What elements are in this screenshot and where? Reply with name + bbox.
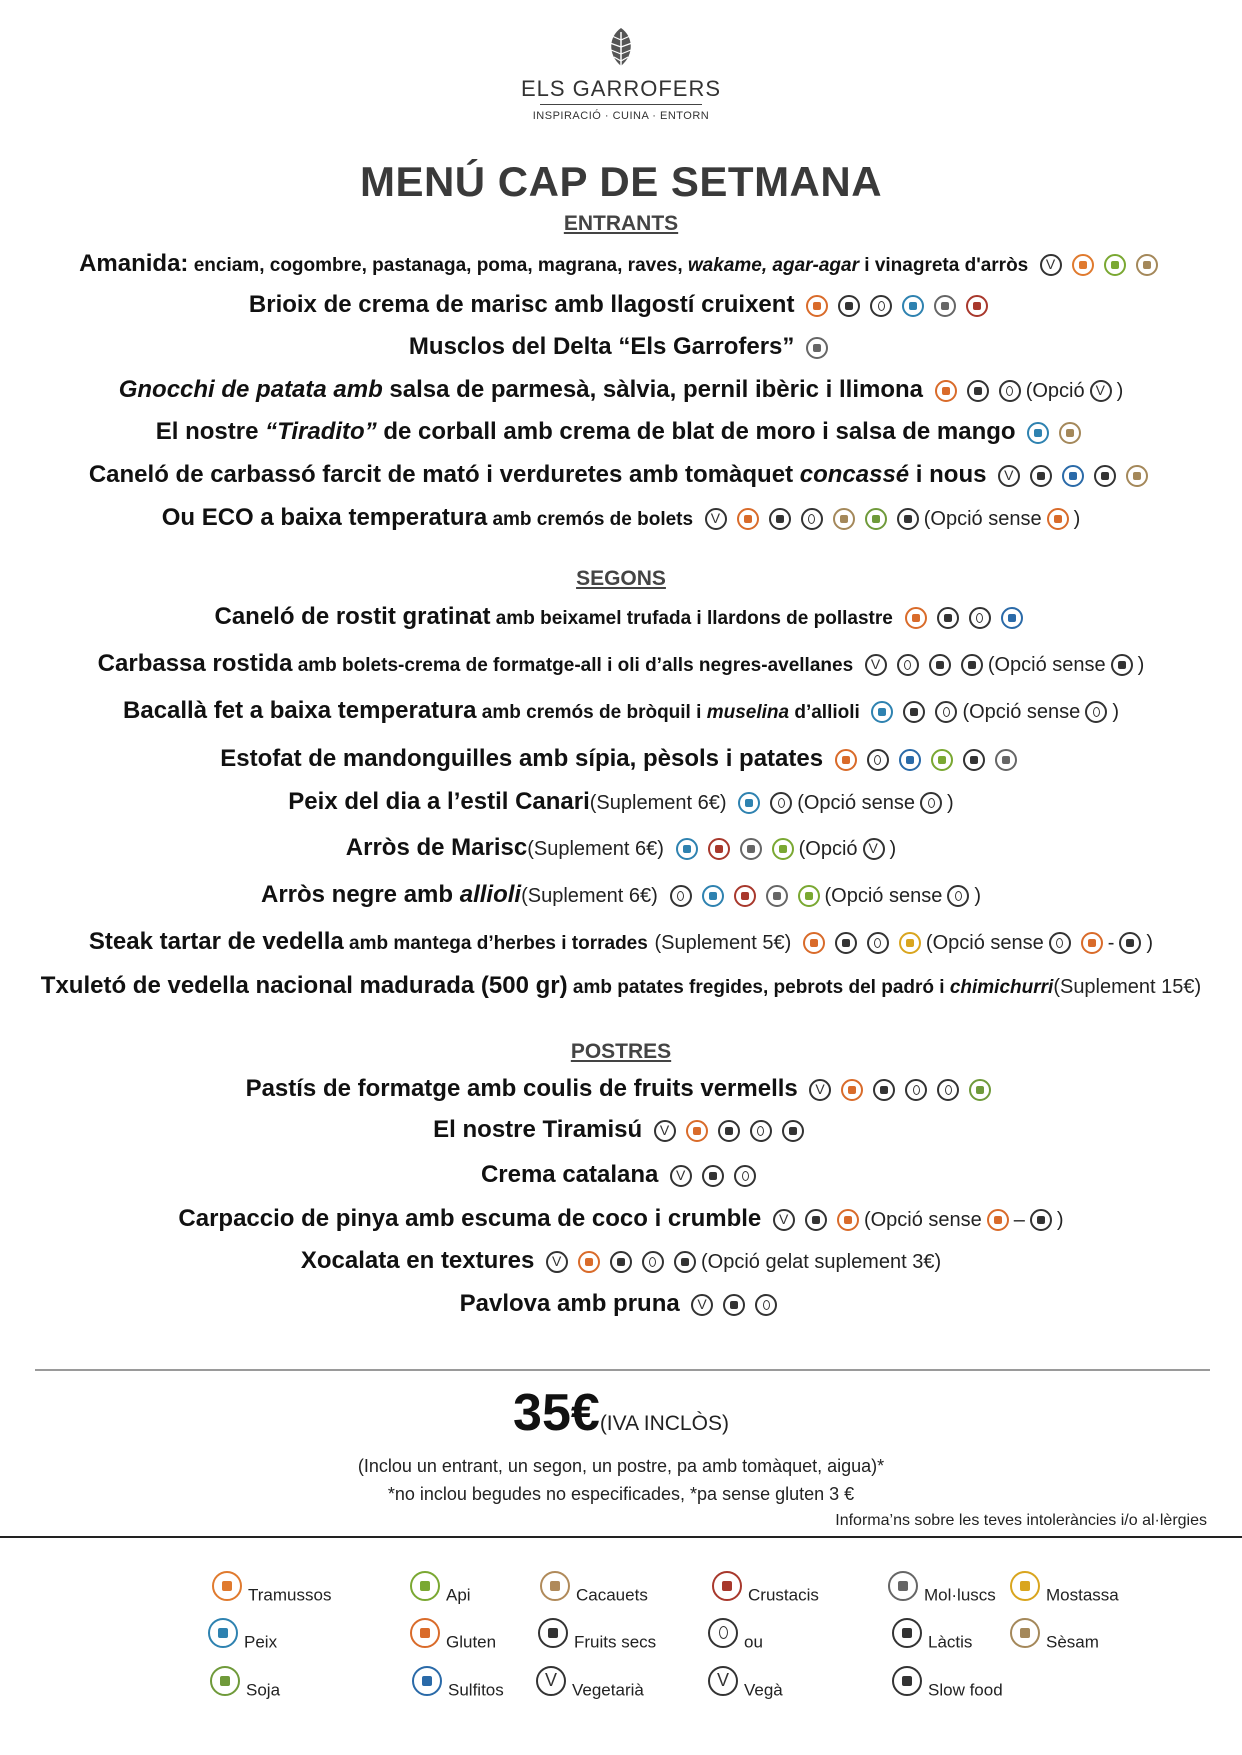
option-text: (Opció sense — [962, 701, 1081, 723]
option-text: (Opció sense — [925, 932, 1044, 954]
dish-name: Gnocchi de patata amb — [118, 376, 383, 403]
crustacis-icon — [734, 885, 756, 907]
gluten-icon — [987, 1209, 1009, 1231]
price — [0, 1383, 1242, 1443]
lactis-icon — [1119, 932, 1141, 954]
peix-icon — [208, 1618, 238, 1648]
price-excludes: *no inclou begudes no especificades, *pa sense gluten 3 € — [387, 1484, 855, 1504]
lactis-icon — [892, 1618, 922, 1648]
dish-name: Ou ECO a baixa temperatura — [161, 504, 488, 531]
ou-icon — [755, 1294, 777, 1316]
dish-desc: amb cremós de bròquil i — [476, 702, 707, 723]
dish-name: Xocalata en textures — [300, 1247, 535, 1274]
legend-label: Gluten — [446, 1632, 497, 1652]
option-text: ) — [1146, 932, 1154, 954]
api-icon — [931, 749, 953, 771]
section-postres: POSTRES — [570, 1040, 672, 1063]
dish-arros-negre — [0, 881, 1242, 909]
dish-steak-tartar — [0, 928, 1242, 956]
peix-icon — [676, 838, 698, 860]
dish-name: Txuletó de vedella nacional madurada (500 gr) — [40, 972, 568, 999]
option-text: ) — [974, 885, 982, 907]
dish-name: Amanida: — [79, 250, 189, 277]
lactis-icon — [718, 1120, 740, 1142]
dish-name: Musclos del Delta “Els Garrofers” — [408, 333, 795, 360]
dish-name: Estofat de mandonguilles amb sípia, pèsols i patates — [220, 745, 824, 772]
lactis-icon — [723, 1294, 745, 1316]
gluten-icon — [737, 508, 759, 530]
legend-label: Mol·luscs — [924, 1585, 996, 1605]
ou-icon — [947, 885, 969, 907]
molluscs-icon — [766, 885, 788, 907]
api-icon — [410, 1571, 440, 1601]
mostassa-icon — [899, 932, 921, 954]
vegetaria-icon — [809, 1079, 831, 1101]
dish-name: Steak tartar de vedella — [88, 928, 344, 955]
ou-icon — [905, 1079, 927, 1101]
section-segons: SEGONS — [576, 567, 666, 590]
dish-name: Carpaccio de pinya amb escuma de coco i crumble — [178, 1205, 762, 1232]
fruits-secs-icon — [674, 1251, 696, 1273]
vegetaria-icon — [1040, 254, 1062, 276]
peix-icon — [738, 792, 760, 814]
legend-item — [412, 1666, 504, 1700]
sesam-icon — [1059, 422, 1081, 444]
gluten-icon — [1081, 932, 1103, 954]
ou-icon — [937, 1079, 959, 1101]
gluten-icon — [803, 932, 825, 954]
dish-tiradito — [0, 418, 1242, 446]
dish-desc: i nous — [909, 461, 987, 488]
molluscs-icon — [806, 337, 828, 359]
fruits-secs-icon — [538, 1618, 568, 1648]
legend-item — [892, 1666, 1003, 1700]
lactis-icon — [610, 1251, 632, 1273]
supplement-text: (Suplement 15€) — [1053, 976, 1202, 998]
sesam-icon — [833, 508, 855, 530]
lactis-icon — [1030, 1209, 1052, 1231]
lactis-icon — [769, 508, 791, 530]
sulfitos-icon — [1001, 607, 1023, 629]
molluscs-icon — [995, 749, 1017, 771]
fruits-secs-icon — [961, 654, 983, 676]
lactis-icon — [929, 654, 951, 676]
gluten-icon — [905, 607, 927, 629]
fruits-secs-icon — [1111, 654, 1133, 676]
dish-desc: amb mantega d’herbes i torrades — [343, 933, 648, 954]
legend-item — [888, 1571, 996, 1605]
dish-name: El nostre — [155, 418, 266, 445]
dish-name-italic: allioli — [459, 881, 522, 908]
legend-label: Tramussos — [248, 1585, 332, 1605]
gluten-icon — [1047, 508, 1069, 530]
lactis-icon — [903, 701, 925, 723]
dish-crema-catalana — [0, 1161, 1242, 1189]
dish-desc: i vinagreta d'arròs — [859, 255, 1029, 276]
ou-icon — [642, 1251, 664, 1273]
option-text: (Opció sense — [863, 1209, 982, 1231]
api-icon — [772, 838, 794, 860]
sulfitos-icon — [1062, 465, 1084, 487]
legend-label: Sèsam — [1046, 1632, 1099, 1652]
slow-food-icon — [897, 508, 919, 530]
dish-name: Caneló de rostit gratinat — [214, 603, 491, 630]
legend-item — [538, 1618, 656, 1652]
crustacis-icon — [966, 295, 988, 317]
legend-label: Peix — [244, 1632, 278, 1652]
dish-desc-italic: wakame, agar-agar — [687, 255, 859, 276]
peix-icon — [1027, 422, 1049, 444]
dish-arros-marisc — [0, 834, 1242, 862]
legend-label: Vegà — [744, 1680, 783, 1700]
legend-label: ou — [744, 1632, 763, 1652]
dish-name: Pastís de formatge amb coulis de fruits vermells — [245, 1075, 798, 1102]
dish-name: Pavlova amb pruna — [459, 1290, 680, 1317]
vegetaria-icon — [863, 838, 885, 860]
divider — [0, 1536, 1242, 1538]
menu-title: MENÚ CAP DE SETMANA — [359, 158, 883, 205]
sesam-icon — [1136, 254, 1158, 276]
ou-icon — [750, 1120, 772, 1142]
sulfitos-icon — [899, 749, 921, 771]
allergy-info: Informa’ns sobre les teves intoleràncies i/o al·lèrgies — [835, 1512, 1207, 1529]
dish-desc: de corball amb crema de blat de moro i salsa de mango — [376, 418, 1016, 445]
supplement-text: (Suplement 6€) — [521, 885, 658, 907]
ou-icon — [708, 1618, 738, 1648]
crustacis-icon — [708, 838, 730, 860]
option-text: (Opció sense — [923, 508, 1042, 530]
dish-desc: enciam, cogombre, pastanaga, poma, magrana, raves, — [188, 255, 688, 276]
dish-name: Bacallà fet a baixa temperatura — [123, 697, 477, 724]
fruits-secs-icon — [782, 1120, 804, 1142]
lactis-icon — [835, 932, 857, 954]
vegetaria-icon — [691, 1294, 713, 1316]
legend-item — [536, 1666, 644, 1700]
molluscs-icon — [934, 295, 956, 317]
legend-label: Làctis — [928, 1632, 973, 1652]
peix-icon — [702, 885, 724, 907]
dish-canelo-carbasso — [0, 461, 1242, 489]
option-text: (Opció gelat suplement 3€) — [700, 1251, 942, 1273]
legend-item — [712, 1571, 819, 1605]
option-text: (Opció sense — [797, 792, 916, 814]
lactis-icon — [805, 1209, 827, 1231]
dish-estofat — [0, 745, 1242, 773]
option-text: ) — [1137, 654, 1145, 676]
ou-icon — [897, 654, 919, 676]
option-text: ) — [1116, 380, 1124, 402]
option-dash: – — [1013, 1209, 1025, 1231]
vegetaria-icon — [705, 508, 727, 530]
option-text: ) — [947, 792, 954, 814]
legend-item — [208, 1618, 277, 1652]
soja-icon — [865, 508, 887, 530]
dish-txuleto — [0, 972, 1242, 1000]
legend-item — [708, 1666, 783, 1700]
legend-item — [410, 1571, 471, 1605]
dish-gnocchi — [0, 376, 1242, 404]
option-text: ) — [1056, 1209, 1064, 1231]
tramussos-icon — [1072, 254, 1094, 276]
legend-item — [1010, 1571, 1119, 1605]
dish-xocalata — [0, 1247, 1242, 1275]
dish-name: Arròs de Marisc — [345, 834, 528, 861]
dish-canelo-rostit — [0, 603, 1242, 631]
fruits-secs-icon — [963, 749, 985, 771]
dish-carbassa — [0, 650, 1242, 678]
dish-name-italic: “Tiradito” — [265, 418, 377, 445]
price-iva: (IVA INCLÒS) — [599, 1412, 729, 1435]
dish-desc: amb patates fregides, pebrots del padró i — [567, 977, 950, 998]
gluten-icon — [841, 1079, 863, 1101]
legend-label: Fruits secs — [574, 1632, 657, 1652]
ou-icon — [969, 607, 991, 629]
option-text: (Opció — [798, 838, 858, 860]
dish-desc-italic: chimichurri — [949, 977, 1054, 998]
dish-name: Peix del dia a l’estil Canari — [288, 788, 590, 815]
supplement-text: (Suplement 6€) — [527, 838, 664, 860]
dish-bacalla — [0, 697, 1242, 725]
vega-icon — [708, 1666, 738, 1696]
dish-desc: amb bolets-crema de formatge-all i oli d’alls negres-avellanes — [292, 655, 854, 676]
dish-name: Arròs negre amb — [260, 881, 460, 908]
dish-carpaccio-pinya — [0, 1205, 1242, 1233]
dish-name-italic: concassé — [799, 461, 910, 488]
dish-ou-eco — [0, 504, 1242, 532]
lactis-icon — [937, 607, 959, 629]
option-text: (Opció sense — [987, 654, 1106, 676]
option-text: (Opció sense — [824, 885, 943, 907]
sulfitos-icon — [412, 1666, 442, 1696]
soja-icon — [210, 1666, 240, 1696]
dish-desc-italic: muselina — [706, 702, 790, 723]
brand-tagline: INSPIRACIÓ · CUINA · ENTORN — [532, 110, 710, 122]
divider — [35, 1369, 1210, 1371]
option-dash: - — [1107, 932, 1115, 954]
section-entrants: ENTRANTS — [563, 212, 679, 235]
legend-label: Cacauets — [576, 1585, 648, 1605]
ou-icon — [935, 701, 957, 723]
ou-icon — [801, 508, 823, 530]
tramussos-icon — [212, 1571, 242, 1601]
legend-label: Slow food — [928, 1680, 1003, 1700]
molluscs-icon — [740, 838, 762, 860]
dish-desc: d’allioli — [789, 702, 860, 723]
legend-label: Sulfitos — [448, 1680, 504, 1700]
molluscs-icon — [888, 1571, 918, 1601]
api-icon — [798, 885, 820, 907]
legend-item — [410, 1618, 496, 1652]
legend-item — [708, 1618, 763, 1652]
option-text: ) — [889, 838, 897, 860]
ou-icon — [770, 792, 792, 814]
peix-icon — [902, 295, 924, 317]
dish-name: Carbassa rostida — [97, 650, 293, 677]
vegetaria-icon — [654, 1120, 676, 1142]
gluten-icon — [837, 1209, 859, 1231]
legend-item — [210, 1666, 280, 1700]
ou-icon — [1085, 701, 1107, 723]
legend-label: Mostassa — [1046, 1585, 1119, 1605]
api-icon — [1104, 254, 1126, 276]
supplement-text: (Suplement 6€) — [589, 792, 727, 814]
supplement-text: (Suplement 5€) — [654, 932, 792, 954]
legend-label: Soja — [246, 1680, 281, 1700]
dish-tiramisu — [0, 1116, 1242, 1144]
dish-peix-dia — [0, 788, 1242, 816]
legend-item — [1010, 1618, 1099, 1652]
lactis-icon — [702, 1165, 724, 1187]
dish-amanida — [0, 250, 1242, 278]
ou-icon — [867, 749, 889, 771]
gluten-icon — [935, 380, 957, 402]
price-includes: (Inclou un entrant, un segon, un postre, pa amb tomàquet, aigua)* — [357, 1456, 885, 1476]
gluten-icon — [578, 1251, 600, 1273]
vegetaria-icon — [670, 1165, 692, 1187]
gluten-icon — [686, 1120, 708, 1142]
legend-label: Crustacis — [748, 1585, 819, 1605]
vegetaria-icon — [536, 1666, 566, 1696]
option-text: ) — [1112, 701, 1119, 723]
gluten-icon — [410, 1618, 440, 1648]
lactis-icon — [1030, 465, 1052, 487]
sesam-icon — [1010, 1618, 1040, 1648]
mostassa-icon — [1010, 1571, 1040, 1601]
crustacis-icon — [712, 1571, 742, 1601]
sesam-icon — [1126, 465, 1148, 487]
dish-name: Caneló de carbassó farcit de mató i verduretes amb tomàquet — [88, 461, 800, 488]
dish-desc: amb cremós de bolets — [487, 509, 694, 530]
dish-musclos — [0, 333, 1242, 361]
ou-icon — [670, 885, 692, 907]
legend-item — [212, 1571, 331, 1605]
option-text: (Opció — [1025, 380, 1085, 402]
vegetaria-icon — [546, 1251, 568, 1273]
dish-brioix — [0, 291, 1242, 319]
vegetaria-icon — [773, 1209, 795, 1231]
legend-item — [540, 1571, 648, 1605]
cacauets-icon — [540, 1571, 570, 1601]
logo-leaf-icon — [603, 26, 639, 74]
lactis-icon — [967, 380, 989, 402]
brand-name: ELS GARROFERS — [520, 76, 722, 101]
fruits-secs-icon — [1094, 465, 1116, 487]
soja-icon — [969, 1079, 991, 1101]
dish-name: Brioix de crema de marisc amb llagostí cruixent — [248, 291, 795, 318]
ou-icon — [867, 932, 889, 954]
ou-icon — [1049, 932, 1071, 954]
vegetaria-icon — [998, 465, 1020, 487]
ou-icon — [999, 380, 1021, 402]
dish-desc: salsa de parmesà, sàlvia, pernil ibèric i llimona — [382, 376, 924, 403]
lactis-icon — [838, 295, 860, 317]
legend-label: Vegetarià — [572, 1680, 644, 1700]
price-amount: 35€ — [513, 1384, 600, 1442]
allergen-legend — [0, 1556, 1242, 1736]
ou-icon — [920, 792, 942, 814]
vegetaria-icon — [1090, 380, 1112, 402]
brand-divider — [540, 104, 702, 105]
dish-desc: amb beixamel trufada i llardons de pollastre — [490, 608, 893, 629]
vegetaria-icon — [865, 654, 887, 676]
legend-item — [892, 1618, 972, 1652]
slow-food-icon — [892, 1666, 922, 1696]
ou-icon — [734, 1165, 756, 1187]
dish-pastis-formatge — [0, 1075, 1242, 1103]
dish-name: Crema catalana — [480, 1161, 659, 1188]
legend-label: Api — [446, 1585, 471, 1605]
gluten-icon — [835, 749, 857, 771]
dish-pavlova — [0, 1290, 1242, 1318]
peix-icon — [871, 701, 893, 723]
gluten-icon — [806, 295, 828, 317]
ou-icon — [870, 295, 892, 317]
dish-name: El nostre Tiramisú — [433, 1116, 643, 1143]
lactis-icon — [873, 1079, 895, 1101]
option-text: ) — [1073, 508, 1081, 530]
